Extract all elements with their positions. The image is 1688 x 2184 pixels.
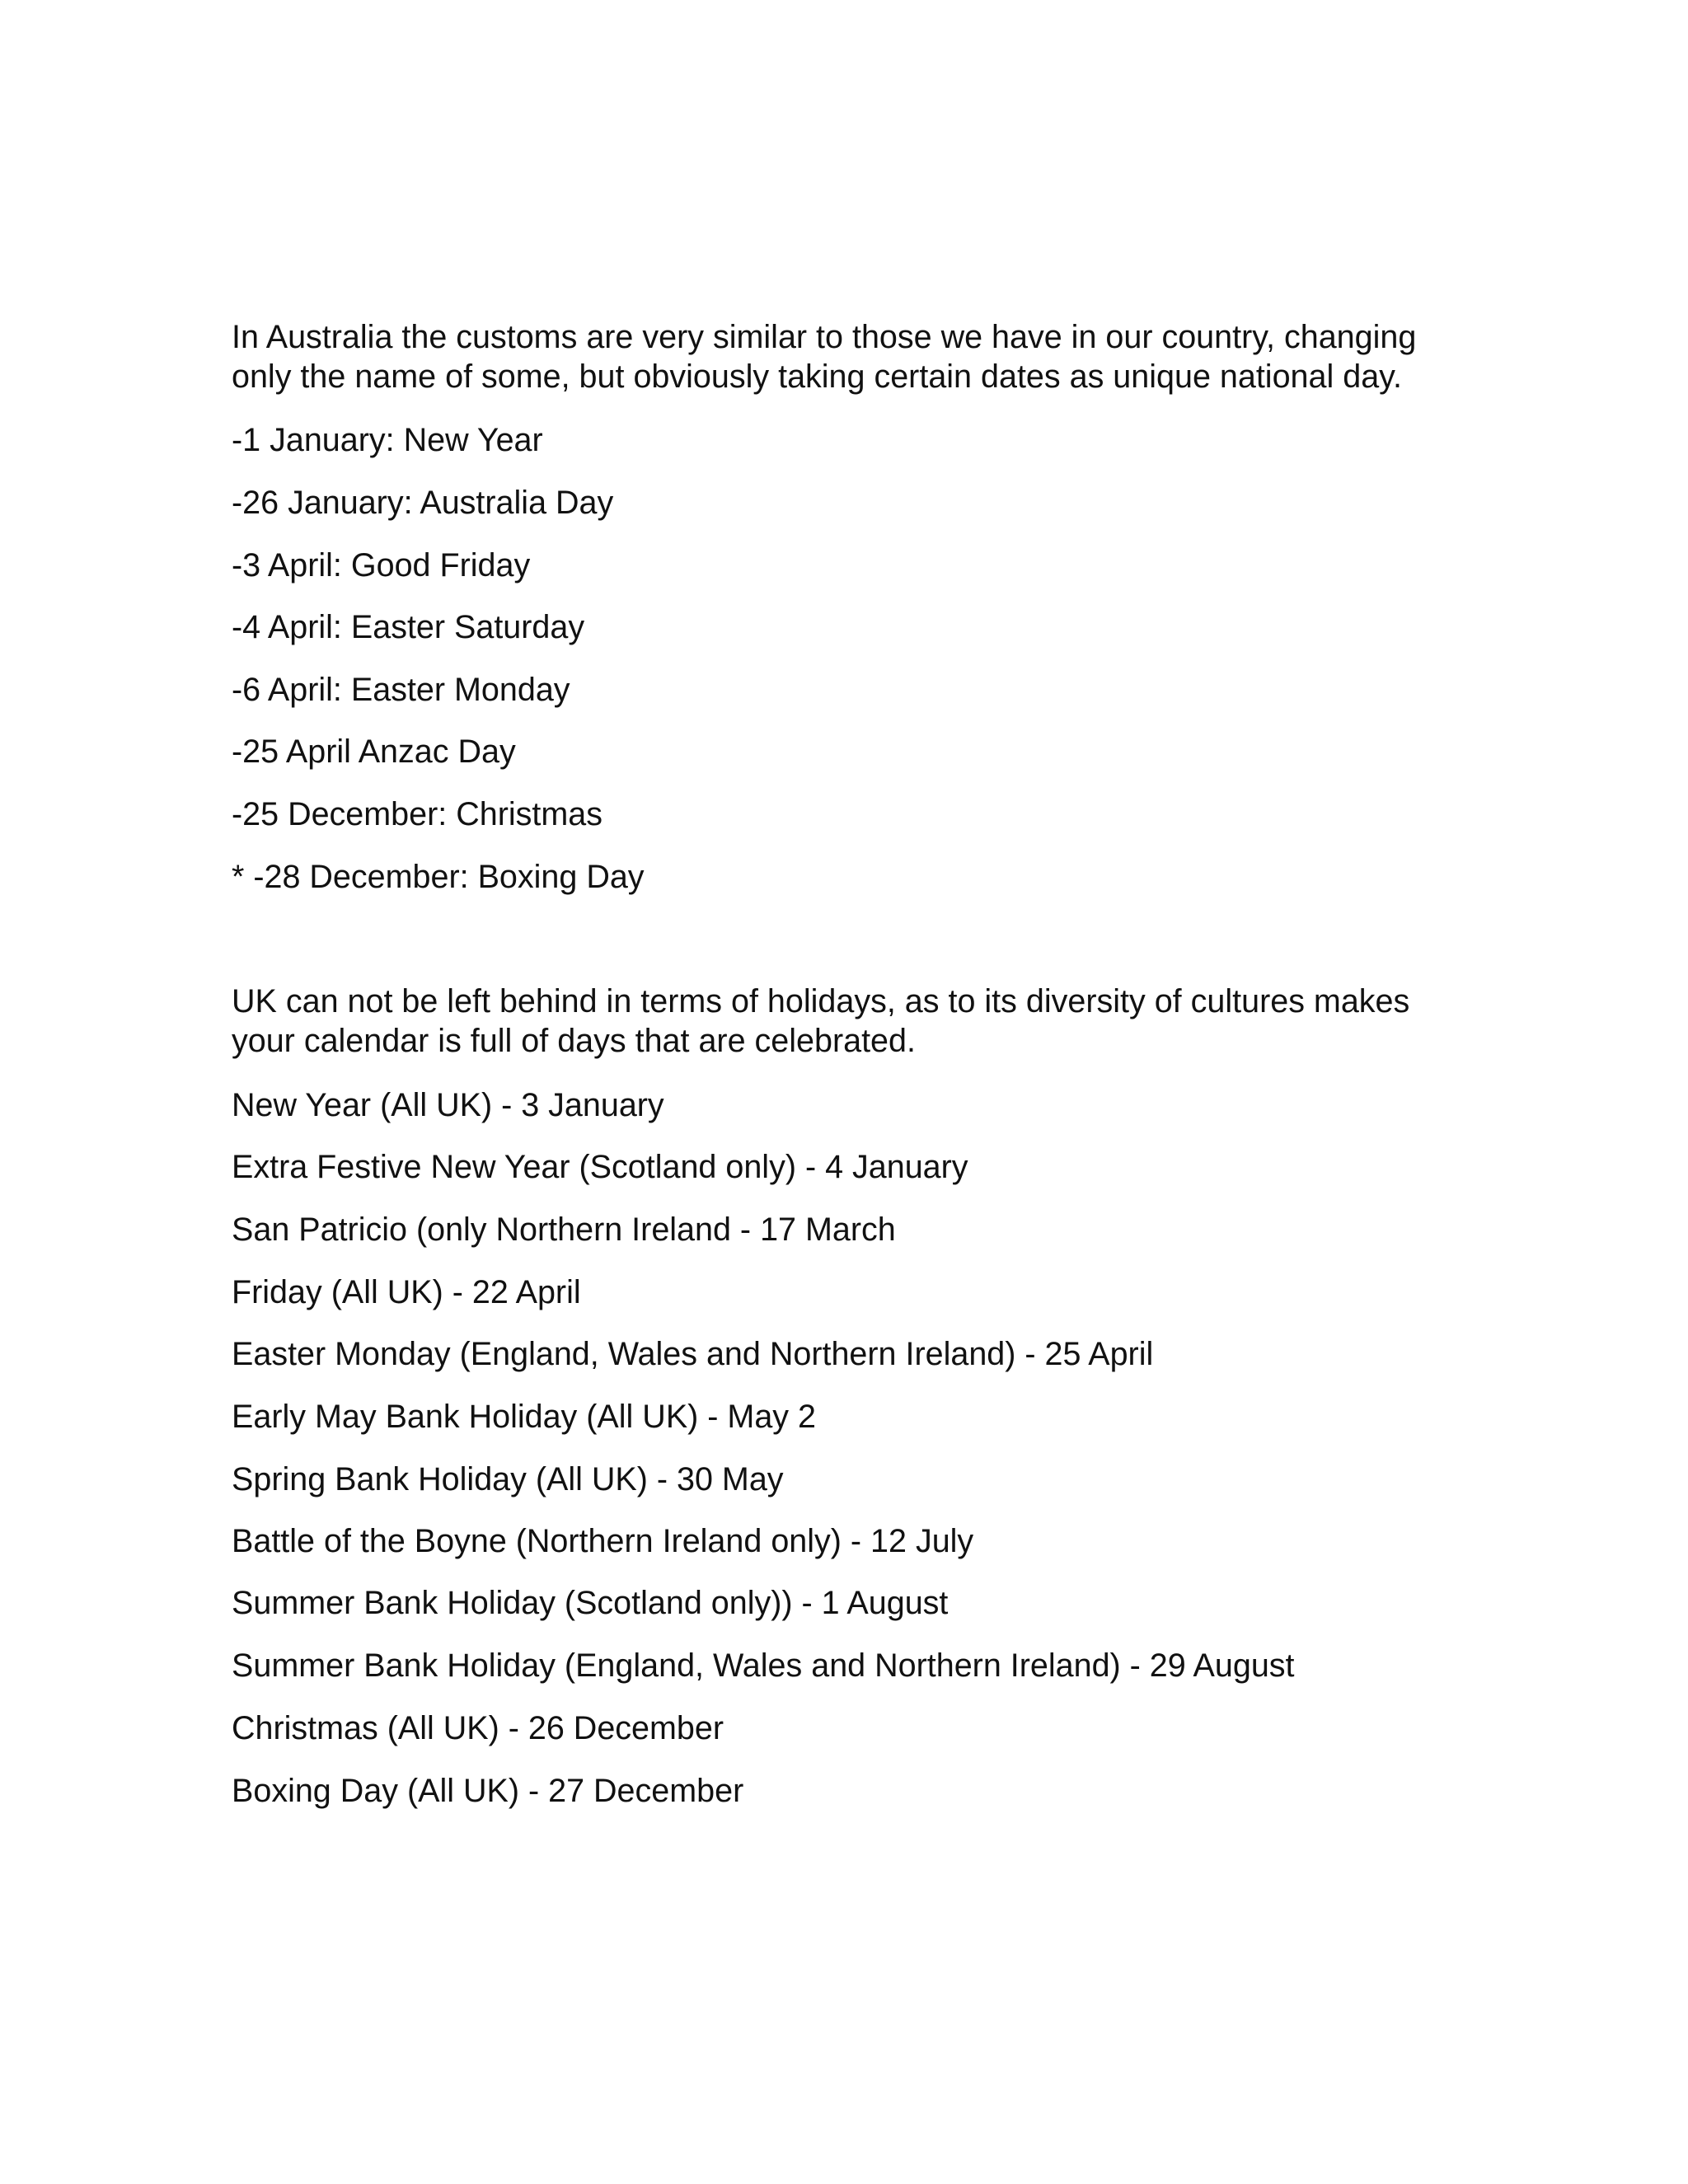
uk-holiday-item: Extra Festive New Year (Scotland only) - 4 January [232,1149,968,1185]
australia-holiday-item: -6 April: Easter Monday [232,672,570,708]
australia-holiday-item: * -28 December: Boxing Day [232,859,645,895]
uk-holiday-item: Spring Bank Holiday (All UK) - 30 May [232,1461,784,1497]
uk-holiday-item: Christmas (All UK) - 26 December [232,1710,724,1746]
uk-holiday-item: San Patricio (only Northern Ireland - 17 March [232,1212,896,1248]
australia-holiday-item: -26 January: Australia Day [232,485,614,521]
australia-holiday-item: -3 April: Good Friday [232,547,531,583]
uk-holiday-item: Summer Bank Holiday (Scotland only)) - 1 August [232,1585,949,1621]
uk-holiday-item: Battle of the Boyne (Northern Ireland only) - 12 July [232,1523,974,1559]
uk-holiday-item: Summer Bank Holiday (England, Wales and Northern Ireland) - 29 August [232,1647,1295,1684]
uk-intro-paragraph: UK can not be left behind in terms of holidays, as to its diversity of cultures makes your calendar is full of days that are celebrated. [232,983,1410,1059]
australia-holiday-item: -25 December: Christmas [232,796,603,832]
uk-holiday-item: Early May Bank Holiday (All UK) - May 2 [232,1399,816,1435]
australia-holiday-item: -25 April Anzac Day [232,733,516,770]
uk-holiday-item: Easter Monday (England, Wales and Northern Ireland) - 25 April [232,1336,1154,1372]
uk-holiday-item: New Year (All UK) - 3 January [232,1087,664,1123]
australia-intro-paragraph: In Australia the customs are very similar to those we have in our country, changing only the name of some, but obviously taking certain dates as unique national day. [232,319,1417,395]
uk-holiday-item: Friday (All UK) - 22 April [232,1274,581,1310]
australia-holiday-item: -1 January: New Year [232,422,543,458]
uk-holiday-item: Boxing Day (All UK) - 27 December [232,1773,744,1809]
australia-holiday-item: -4 April: Easter Saturday [232,609,585,645]
